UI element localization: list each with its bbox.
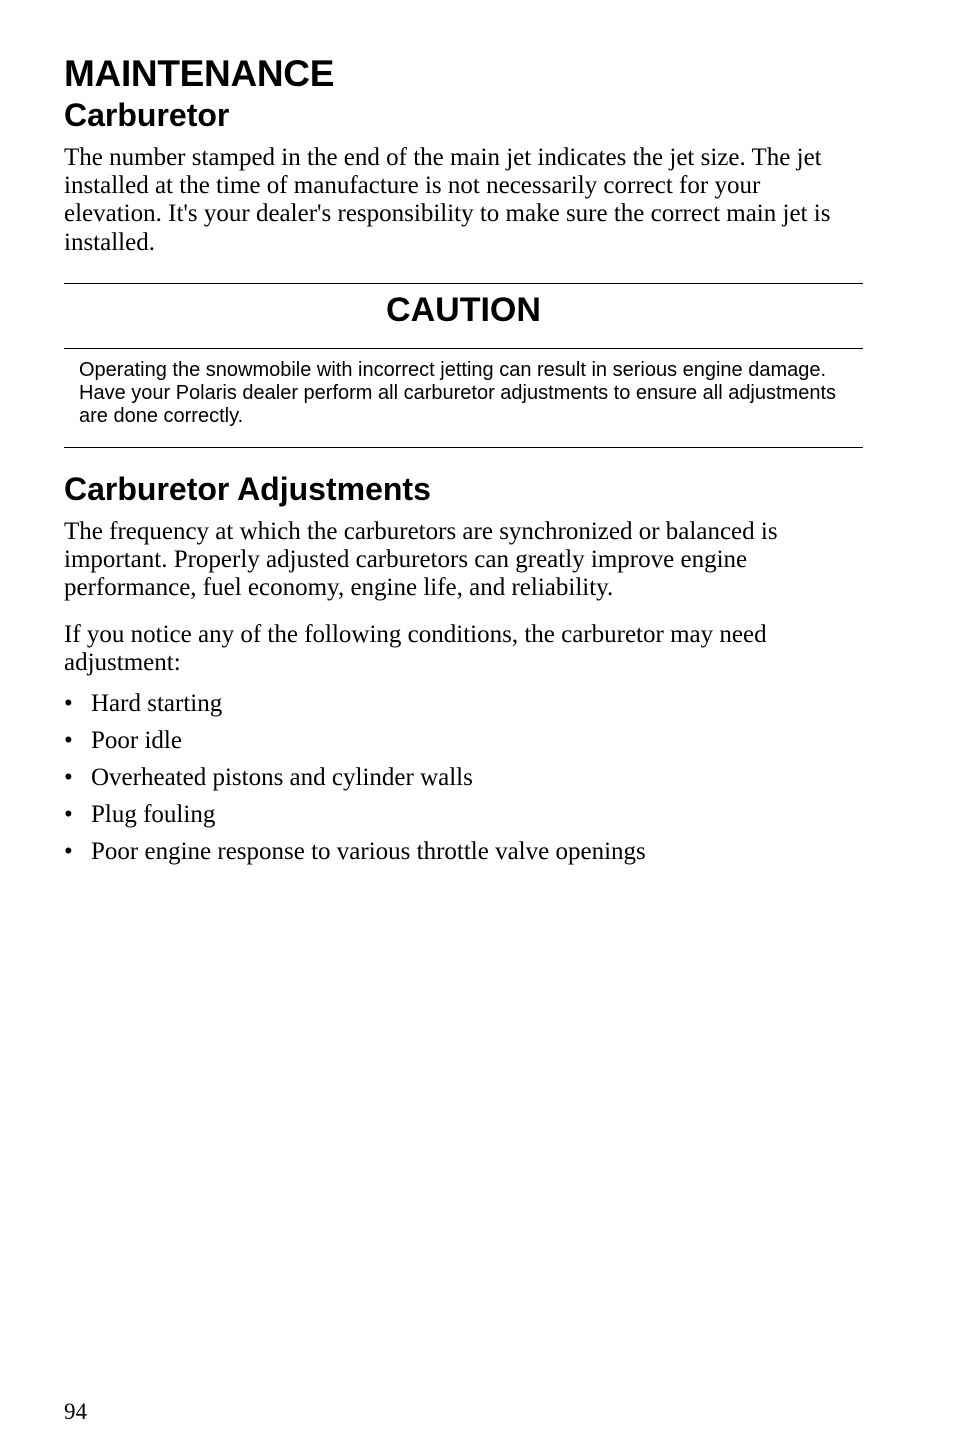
condition-text: Hard starting <box>91 690 223 717</box>
carburetor-heading: Carburetor <box>64 97 230 133</box>
list-item <box>64 689 646 726</box>
condition-text: Poor idle <box>91 727 182 754</box>
bullet-icon: • <box>64 727 73 754</box>
adjustments-paragraph-2: If you notice any of the following conditions, the carburetor may need adjustment: <box>64 621 767 677</box>
bullet-icon: • <box>64 764 73 791</box>
bullet-icon: • <box>64 801 73 828</box>
page-number: 94 <box>64 1399 87 1424</box>
condition-text: Poor engine response to various throttle valve openings <box>91 838 646 865</box>
adjustments-paragraph-1: The frequency at which the carburetors are synchronized or balanced is important. Properly adjusted carburetors can greatly improve engine performance, fuel economy, engine life, and reliability. <box>64 518 778 602</box>
caution-top-rule <box>64 283 863 284</box>
caution-text: Operating the snowmobile with incorrect jetting can result in serious engine damage. Have your Polaris dealer perform all carburetor adjustments to ensure all adjustments are done correctly. <box>79 359 837 427</box>
adjustments-heading: Carburetor Adjustments <box>64 471 431 507</box>
bullet-icon: • <box>64 838 73 865</box>
condition-text: Overheated pistons and cylinder walls <box>91 764 473 791</box>
conditions-list <box>64 689 646 874</box>
list-item <box>64 763 646 800</box>
list-item <box>64 837 646 874</box>
condition-text: Plug fouling <box>91 801 216 828</box>
list-item <box>64 800 646 837</box>
list-item <box>64 726 646 763</box>
caution-divider-rule <box>64 348 863 349</box>
caution-title: CAUTION <box>386 291 541 329</box>
carburetor-paragraph: The number stamped in the end of the main jet indicates the jet size. The jet installed at the time of manufacture is not necessarily correct for your elevation. It's your dealer's responsibility to make sure the correct main jet is installed. <box>64 144 831 256</box>
section-title: MAINTENANCE <box>64 53 335 94</box>
bullet-icon: • <box>64 690 73 717</box>
caution-bottom-rule <box>64 447 863 448</box>
